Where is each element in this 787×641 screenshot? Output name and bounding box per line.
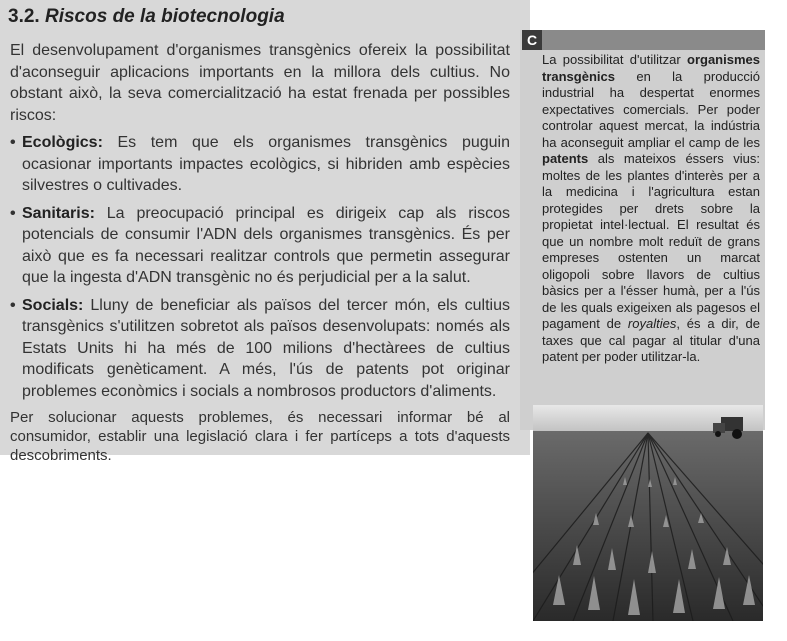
bullet-icon: • bbox=[10, 134, 16, 151]
risk-label: Sanitaris: bbox=[22, 204, 95, 222]
main-text bbox=[10, 40, 510, 471]
bullet-icon: • bbox=[10, 296, 16, 314]
sidebar-box bbox=[520, 30, 765, 430]
risk-label: Ecològics: bbox=[22, 134, 103, 151]
sidebar-text bbox=[542, 52, 760, 366]
sidebar-header-bar bbox=[542, 30, 765, 50]
sidebar-badge: C bbox=[522, 30, 542, 50]
section-number: 3.2. bbox=[8, 6, 40, 27]
bullet-icon: • bbox=[10, 204, 16, 222]
sidebar-term-organismes: organismes transgènics bbox=[542, 52, 760, 84]
risk-text: Es tem que els organismes transgènics puguin ocasionar importants impactes ecològics, si hibriden amb espècies silvestres o cultivades. bbox=[22, 134, 510, 194]
corn-field-photo bbox=[533, 405, 763, 621]
risk-text: La preocupació principal es dirigeix cap als riscos potencials de consumir l'ADN dels organismes transgènics. És per això que es fa necessari realitzar controls que permetin assegurar que la ingesta d'ADN transgènic no és perjudicial per a la salut. bbox=[22, 204, 510, 286]
section-heading bbox=[8, 6, 285, 28]
sidebar-term-royalties: royalties bbox=[627, 316, 677, 331]
risk-label: Socials: bbox=[22, 296, 84, 314]
sidebar-term-patents: patents bbox=[542, 151, 589, 166]
sidebar-text-part: La possibilitat d'utilitzar bbox=[542, 52, 688, 67]
sidebar-text-part: en la producció industrial ha despertat enormes expectatives comercials. Per poder controlar aquest mercat, la indústria ha aconseguit ampliar el camp de les bbox=[542, 68, 760, 150]
risk-text: Lluny de beneficiar als països del tercer món, els cultius transgènics s'utilitzen sobretot als països desenvolupats: només als Estats Units hi ha més de 100 milions d'hectàrees de cultius modificats genèticament. A més, l'ús de patents pot originar problemes econòmics i socials a nombrosos productors d'aliments. bbox=[22, 296, 510, 400]
sidebar-text-part: , és a dir, de taxes que cal pagar al titular d'una patent per poder utilitzar-la. bbox=[542, 316, 760, 364]
risk-item-socials bbox=[10, 295, 510, 403]
risk-item-sanitaris bbox=[10, 203, 510, 289]
closing-paragraph: Per solucionar aquests problemes, és necessari informar bé al consumidor, establir una legislació clara i fer partíceps a tots d'aquests descobriments. bbox=[10, 409, 510, 464]
sidebar-text-part: als mateixos éssers vius: moltes de les plantes d'interès per a la medicina i l'agricultura estan protegides per drets sobre la propietat intel·lectual. El resultat és que un nombre molt reduït de grans empreses ostenten un marcat oligopoli sobre llavors de cultius bàsics per a l'ésser humà, per a l'ús de les quals exigeixen als pagesos el pagament de bbox=[542, 151, 760, 331]
intro-paragraph: El desenvolupament d'organismes transgènics ofereix la possibilitat d'aconseguir aplicacions importants en la millora dels cultius. No obstant això, la seva comercialització ha estat frenada per possibles riscos: bbox=[10, 42, 510, 124]
risk-item-ecologics bbox=[10, 132, 510, 197]
section-title: Riscos de la biotecnologia bbox=[44, 6, 285, 27]
textbook-page bbox=[0, 0, 530, 464]
